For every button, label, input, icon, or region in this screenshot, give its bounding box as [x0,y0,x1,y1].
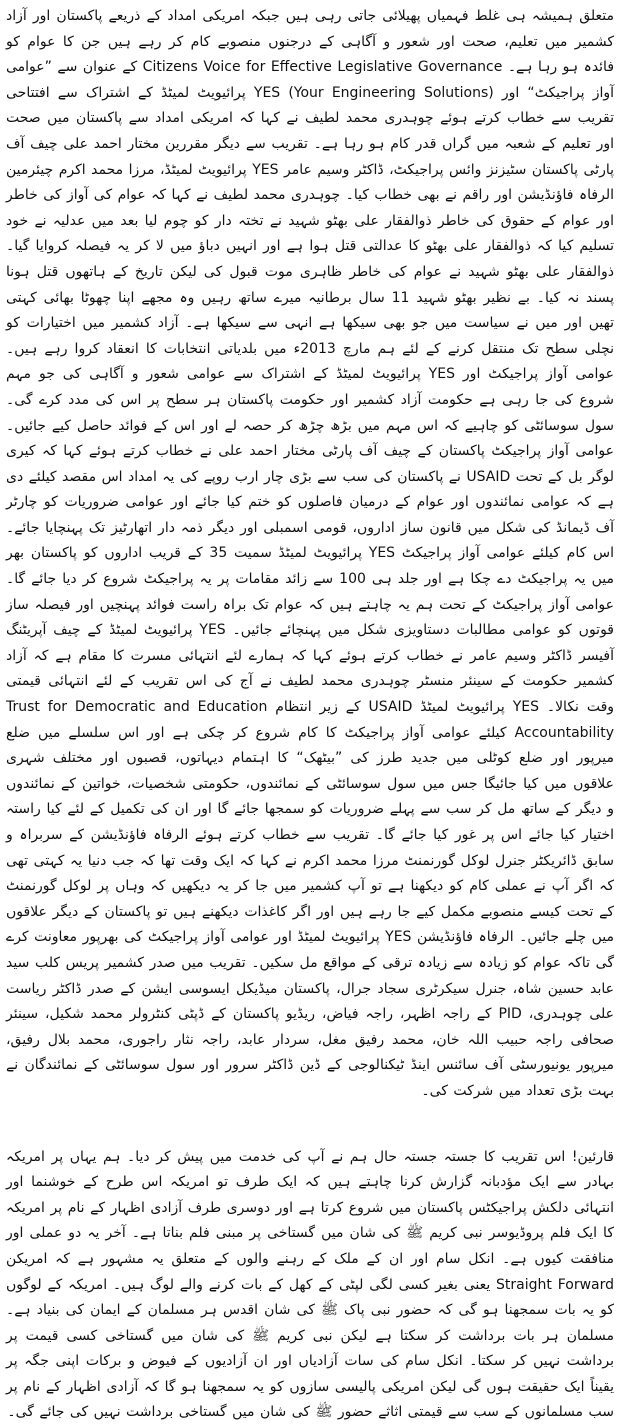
article-paragraph-2: قارئین! اس تقریب کا جستہ جستہ حال ہم نے آپ کی خدمت میں پیش کر دیا۔ ہم یہاں پر امریکہ بہادر سے ایک مؤدبانہ گزارش کرنا چاہتے ہیں کہ ایک طرف تو امریکہ اس طرح کے خوشنما اور انتہائی دلکش پراجیکٹس پاکستان میں شروع کرتا ہے اور دوسری طرف آزادی اظہار کے نام پر امریکہ کا ایک فلم پروڈیوسر نبی کریم ﷺ کی شان میں گستاخی پر مبنی فلم بناتا ہے۔ آخر یہ دو عملی اور منافقت کیوں ہے۔ انکل سام اور ان کے ملک کے رہنے والوں کے متعلق یہ مشہور ہے کہ امریکن Straight Forward یعنی بغیر کسی لگی لپٹی کے کھل کے بات کرنے والے لوگ ہیں۔ امریکہ کے لوگوں کو یہ بات سمجھنا ہو گی کہ حضور نبی پاک ﷺ کی شان اقدس ہر مسلمان کے ایمان کی بنیاد ہے۔ مسلمان ہر بات برداشت کر سکتا ہے لیکن نبی کریم ﷺ کی شان میں گستاخی کسی قیمت پر برداشت نہیں کر سکتا۔ انکل سام کی سات آزادیاں اور ان آزادیوں کے فیوض و برکات اپنی جگہ پر یقیناً ایک حقیقت ہوں گی لیکن امریکی پالیسی سازوں کو یہ سمجھنا ہو گا کہ آزادی اظہار کے نام پر سب مسلمانوں کے سب سے قیمتی اثاثے حضور ﷺ کی شان میں گستاخی برداشت نہیں کی جائے گی۔ [6,1148,614,1421]
paragraph-spacer [6,1105,614,1145]
article-paragraph-1: متعلق ہمیشہ ہی غلط فہمیاں پھیلائی جاتی رہی ہیں جبکہ امریکی امداد کے ذریعے پاکستان اور آزاد کشمیر میں تعلیم، صحت اور شعور و آگاہی کے درجنوں منصوبے کام کر رہے ہیں جن کا عوام کو فائدہ ہو رہا ہے۔ Citizens Voice for Effective Legislative Governance کے عنوان سے ”عوامی آواز پراجیکٹ“ اور YES (Your Engineering Solutions) پرائیویٹ لمیٹڈ کے اشتراک سے افتتاحی تقریب سے خطاب کرتے ہوئے چوہدری محمد لطیف نے کہا کہ امریکی امداد سے پاکستان میں صحت اور تعلیم کے شعبہ میں گراں قدر کام ہو رہا ہے۔ تقریب سے دیگر مقررین مختار احمد علی چیف آف پارٹی پاکستان سٹیزنز وائس پراجیکٹ، ڈاکٹر وسیم عامر YES پرائیویٹ لمیٹڈ، مرزا محمد اکرم چیئرمین الرفاہ فاؤنڈیشن اور راقم نے بھی خطاب کیا۔ چوہدری محمد لطیف نے کہا کہ عوام کی آواز کی خاطر اور عوام کے حقوق کی خاطر ذوالفقار علی بھٹو شہید نے تختہ دار کو چوم لیا بعد میں عدلیہ نے خود تسلیم کیا کہ ذوالفقار علی بھٹو کا عدالتی قتل ہوا ہے اور انہیں دباؤ میں لا کر یہ فیصلہ کروایا گیا۔ ذوالفقار علی بھٹو شہید نے عوام کی خاطر ظاہری موت قبول کی لیکن تاریخ کے ہاتھوں قتل ہونا پسند نہ کیا۔ بے نظیر بھٹو شہید 11 سال برطانیہ میرے ساتھ رہیں وہ مجھے اپنا چھوٹا بھائی کہتی تھیں اور میں نے سیاست میں جو بھی سیکھا ہے انہی سے سیکھا ہے۔ آزاد کشمیر میں اختیارات کو نچلی سطح تک منتقل کرنے کے لئے ہم مارچ 2013ء میں بلدیاتی انتخابات کا انعقاد کروا رہے ہیں۔ عوامی آواز پراجیکٹ اور YES پرائیویٹ لمیٹڈ کے اشتراک سے عوامی شعور و آگاہی کی جو مہم شروع کی جا رہی ہے حکومت آزاد کشمیر اور حکومت پاکستان ہر سطح پر اس کی مدد کرے گی۔ سول سوسائٹی کو چاہیے کہ اس مہم میں بڑھ چڑھ کر حصہ لے اور اس کے فوائد حاصل کیے جائیں۔ عوامی آواز پراجیکٹ پاکستان کے چیف آف پارٹی مختار احمد علی نے خطاب کرتے ہوئے کہا کہ کیری لوگر بل کے تحت USAID نے پاکستان کی سب سے بڑی چار ارب روپے کی یہ امداد اس مقصد کیلئے دی ہے کہ عوامی نمائندوں اور عوام کے درمیان فاصلوں کو ختم کیا جائے اور عوامی ضروریات کو چارٹر آف ڈیمانڈ کی شکل میں قانون ساز اداروں، قومی اسمبلی اور دیگر ذمہ دار اتھارٹیز تک پہنچایا جائے۔ اس کام کیلئے عوامی آواز پراجیکٹ YES پرائیویٹ لمیٹڈ سمیت 35 کے قریب اداروں کو پاکستان بھر میں یہ پراجیکٹ دے چکا ہے اور جلد ہی 100 سے زائد مقامات پر یہ پراجیکٹ شروع کر دیا جائے گا۔ عوامی آواز پراجیکٹ کے تحت ہم یہ چاہتے ہیں کہ عوام تک براہ راست فوائد پہنچیں اور فیصلہ ساز قوتوں کو عوامی مطالبات دستاویزی شکل میں پہنچائے جائیں۔ YES پرائیویٹ لمیٹڈ کے چیف آپریٹنگ آفیسر ڈاکٹر وسیم عامر نے خطاب کرتے ہوئے کہا کہ ہمارے لئے انتہائی مسرت کا مقام ہے کہ آزاد کشمیر حکومت کے سینئر منسٹر چوہدری محمد لطیف نے آج کی اس تقریب کے لئے انتہائی قیمتی وقت نکالا۔ YES پرائیویٹ لمیٹڈ USAID کے زیر انتظام Trust for Democratic and Education Accountability کیلئے عوامی آواز پراجیکٹ کا کام شروع کر چکی ہے اور اس سلسلے میں ضلع میرپور اور ضلع کوٹلی میں جدید طرز کی ”بیٹھک“ کا اہتمام دیہاتوں، قصبوں اور مختلف شہری علاقوں میں کیا جائیگا جس میں سول سوسائٹی کے نمائندوں، حکومتی شخصیات، خواتین کے نمائندوں و دیگر کے ساتھ مل کر سب سے پہلے ضروریات کو سمجھا جائے گا اور ان کی تکمیل کے لئے کیا راستہ اختیار کیا جائے اس پر غور کیا جائے گا۔ تقریب سے خطاب کرتے ہوئے الرفاہ فاؤنڈیشن کے سربراہ و سابق ڈائریکٹر جنرل لوکل گورنمنٹ مرزا محمد اکرم نے کہا کہ ایک وقت تھا کہ جب دنیا یہ کہتی تھی کہ اگر آپ نے عملی کام کو دیکھنا ہے تو آپ کشمیر میں جا کر یہ دیکھیں کہ وہاں پر لوکل گورنمنٹ کے تحت کیسے منصوبے مکمل کیے جا رہے ہیں اور اگر کاغذات دیکھنے ہیں تو پاکستان کے دیگر علاقوں میں چلے جائیں۔ الرفاہ فاؤنڈیشن YES پرائیویٹ لمیٹڈ اور عوامی آواز پراجیکٹ کی بھرپور معاونت کرے گی تاکہ عوام کو زیادہ سے زیادہ ترقی کے مواقع مل سکیں۔ تقریب میں صدر کشمیر پریس کلب سید عابد حسین شاہ، جنرل سیکرٹری سجاد جرال، پاکستان میڈیکل ایسوسی ایشن کے صدر ڈاکٹر ریاست علی چوہدری، PID کے راجہ اظہر، راجہ فیاض، ریڈیو پاکستان کے ڈپٹی کنٹرولر محمد شکیل، سینئر صحافی راجہ حبیب اللہ خان، محمد رفیق مغل، سردار عابد، راجہ نثار راجوری، محمد بلال رفیق، میرپور یونیورسٹی آف سائنس اینڈ ٹیکنالوجی کے ڈین ڈاکٹر سرور اور سول سوسائٹی کے نمائندگان نے بہت بڑی تعداد میں شرکت کی۔ [6,8,615,1099]
